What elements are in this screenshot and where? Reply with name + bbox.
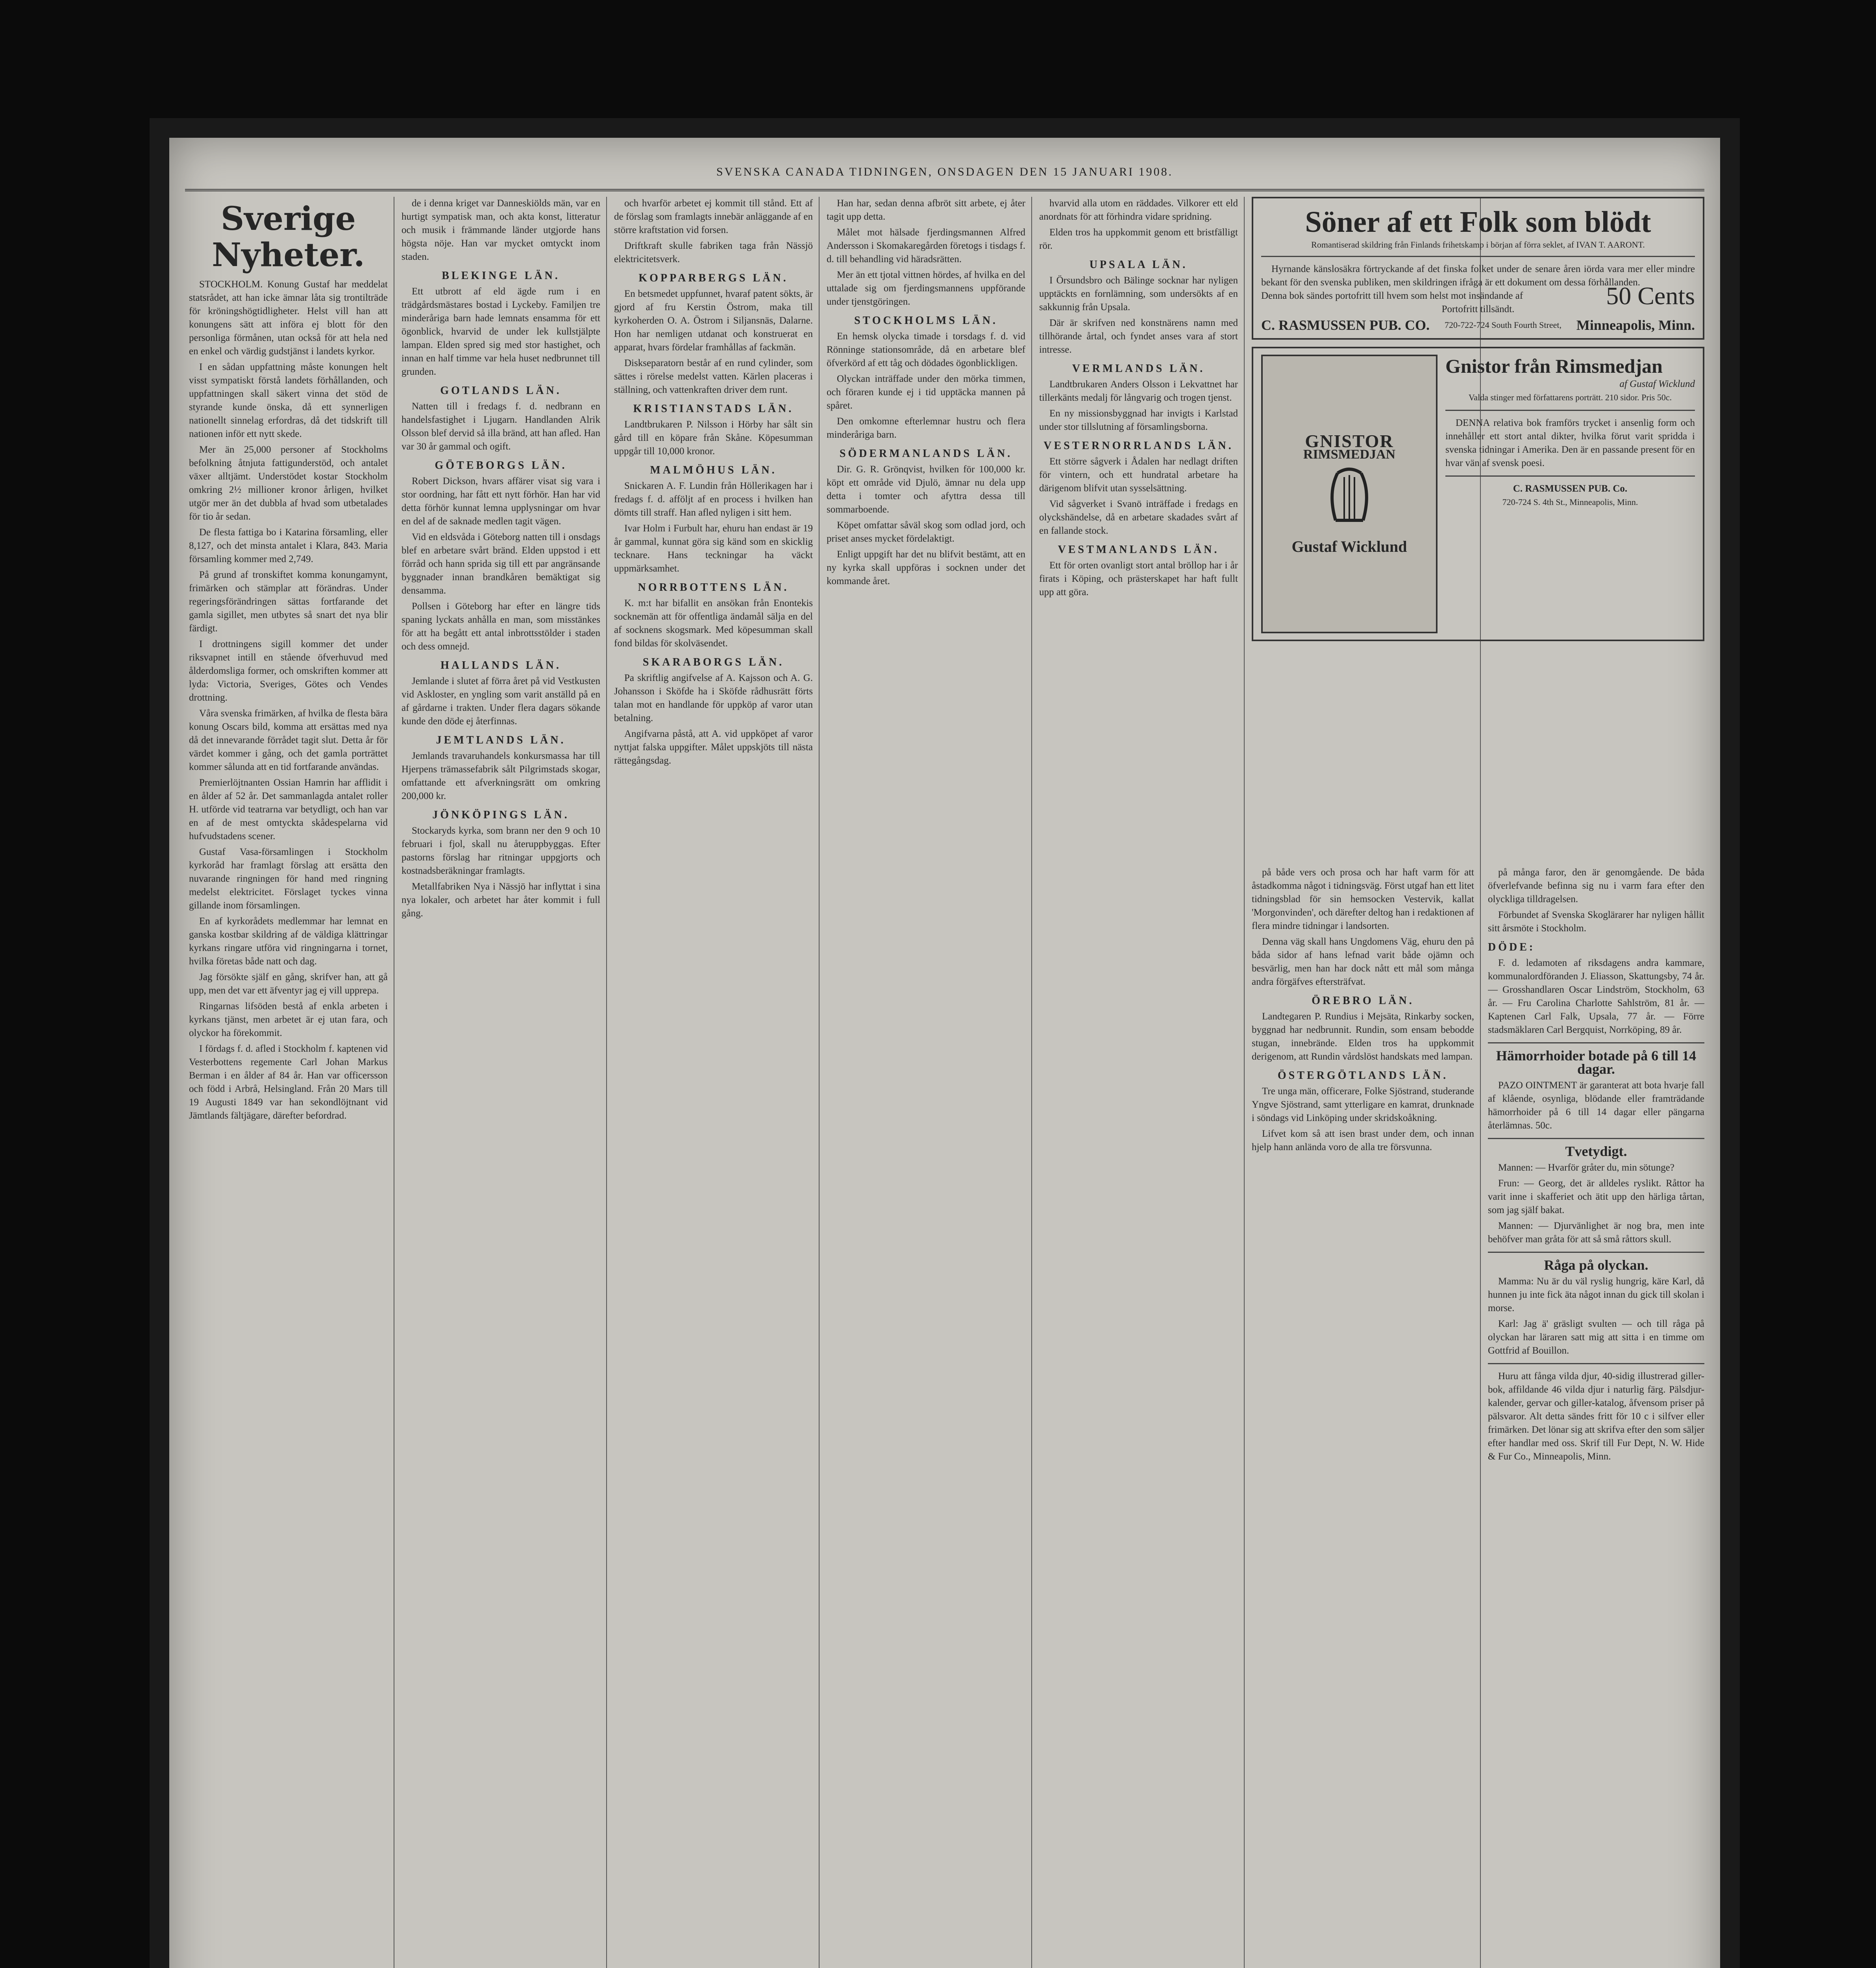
- divider: [1261, 256, 1695, 257]
- column-1: [189, 197, 388, 1968]
- paragraph: Den omkomne efterlemnar hustru och flera minderåriga barn.: [827, 416, 1025, 440]
- book-ad-gnistor: [1252, 347, 1704, 641]
- column-rule: [819, 197, 820, 1968]
- column-4: [827, 197, 1025, 1968]
- column-5: [1039, 197, 1238, 1968]
- ad-title: Söner af ett Folk som blödt: [1305, 205, 1651, 239]
- book-ad-soner: [1252, 197, 1704, 340]
- section-heading: GÖTEBORGS LÄN.: [435, 459, 567, 472]
- ad-address: 720-722-724 South Fourth Street,: [1444, 320, 1561, 330]
- paragraph: Jemlande i slutet af förra året på vid Vestkusten vid Askloster, en yngling som varit anställd på en af gårdarne i trakten. Under flera dagars sökande kunde den döde ej återfinnas.: [401, 676, 600, 727]
- paragraph: STOCKHOLM. Konung Gustaf har meddelat statsrådet, att han icke ämnar låta sig trontilträde för kröningshögtidligheter. Helst vill han att konungens sätt att införa ej blott för den personliga förmånen, utan också för att hela ned en enkel och värdig gudstjänst i landets kyrkor.: [189, 279, 388, 357]
- paragraph: och hvarför arbetet ej kommit till stånd. Ett af de förslag som framlagts innebär anläggande af en större kraftstation vid forsen.: [614, 198, 813, 235]
- column-6: [1252, 866, 1474, 1968]
- anecdote-heading: Råga på olyckan.: [1544, 1257, 1648, 1273]
- ad-heading: Hämorrhoider botade på 6 till 14 dagar.: [1496, 1048, 1697, 1077]
- paragraph: En hemsk olycka timade i torsdags f. d. vid Rönninge stationsområde, då en arbetare blef öfverkörd af ett tåg och dödades ögonblickligen.: [827, 331, 1025, 368]
- paragraph: Diskseparatorn består af en rund cylinder, som sättes i rörelse medelst vatten. Kärlen placeras i ställning, och vattenkraften driver dem runt.: [614, 358, 813, 395]
- column-7: [1488, 866, 1704, 1968]
- paragraph: Angifvarna påstå, att A. vid uppköpet af varor nyttjat falska uppgifter. Målet uppskjöts till nästa rättegångsdag.: [614, 729, 813, 766]
- paragraph: Natten till i fredags f. d. nedbrann en handelsfastighet i Ljugarn. Handlanden Alrik Olsson blef dervid så illa bränd, att han afled. Han var 30 år gammal och ogift.: [401, 401, 600, 452]
- ad-body: DENNA relativa bok framförs trycket i ansenlig form och innehåller ett stort antal dikter, hvilka förut varit spridda i svenska tidningar i Amerika. Den är en passande present för en hvar vän af svensk poesi.: [1445, 418, 1695, 468]
- section-heading: JEMTLANDS LÄN.: [436, 734, 566, 746]
- paragraph: Frun: — Georg, det är alldeles ryslikt. Råttor ha varit inne i skafferiet och ätit upp den härliga tårtan, som jag själf bakat.: [1488, 1178, 1704, 1215]
- paragraph: Premierlöjtnanten Ossian Hamrin har afflidit i en ålder af 52 år. Det sammanlagda antalet roller H. utförde vid teatrarna var betydligt, och han var en af de mest omtyckta skådespelarna vid hufvudstadens scener.: [189, 777, 388, 842]
- ad-order-text: Denna bok sändes portofritt till hvem som helst mot insändande af: [1261, 290, 1523, 301]
- column-rule: [606, 197, 607, 1968]
- paragraph: Jag försökte själf en gång, skrifver han, att gå upp, men det var ett äfventyr jag ej vill upprepa.: [189, 972, 388, 996]
- paragraph: Olyckan inträffade under den mörka timmen, och föraren kunde ej i tid upptäcka mannen på spåret.: [827, 374, 1025, 411]
- divider: [1488, 1042, 1704, 1043]
- paragraph: Han har, sedan denna afbröt sitt arbete, ej åter tagit upp detta.: [827, 198, 1025, 222]
- paragraph: Pa skriftlig angifvelse af A. Kajsson och A. G. Johansson i Sköfde ha i Sköfde rådhusrätt förts talan mot en handlande för uppköp af varor utan betalning.: [614, 673, 813, 723]
- ad-author: af Gustaf Wicklund: [1619, 379, 1695, 389]
- article-body: [1252, 1085, 1474, 1154]
- section-heading: VERMLANDS LÄN.: [1072, 363, 1205, 375]
- anecdote-heading: Tvetydigt.: [1565, 1143, 1627, 1159]
- article-body: [1252, 866, 1474, 989]
- column-rule: [1244, 197, 1245, 1968]
- paragraph: Snickaren A. F. Lundin från Höllerikagen har i fredags f. d. afföljt af en process i hvilken han dömts till straff. Han afled nyligen i sitt hem.: [614, 481, 813, 518]
- paragraph: Köpet omfattar såväl skog som odlad jord, och priset anses mycket fördelaktigt.: [827, 520, 1025, 544]
- section-heading: VESTMANLANDS LÄN.: [1058, 544, 1219, 556]
- paragraph: Elden tros ha uppkommit genom ett bristfälligt rör.: [1039, 227, 1238, 251]
- ads-block: [1252, 197, 1704, 866]
- paragraph: Våra svenska frimärken, af hvilka de flesta bära konung Oscars bild, komma att ersättas med nya då det innevarande förrådet tagit slut. Detta år för värdet kommer i gång, och det gamla porträttet kommer sålunda att en tid fortfarande användas.: [189, 708, 388, 772]
- paragraph: I Örsundsbro och Bälinge socknar har nyligen upptäckts en fornlämning, som undersökts af en sakkunnig från Upsala.: [1039, 275, 1238, 313]
- ad-company: C. RASMUSSEN PUB. Co.: [1513, 483, 1628, 494]
- paragraph: En betsmedet uppfunnet, hvaraf patent sökts, är gjord af fru Kerstin Östrom, maka till kyrkoherden O. A. Östrom i Siljansnäs, Dalarne. Hon har nemligen utdanat och konstruerat en apparat, hvars fördelar framhållas af fackmän.: [614, 289, 813, 353]
- ad-body: [1488, 1079, 1704, 1132]
- article-body: [189, 278, 388, 1123]
- paragraph: I fördags f. d. afled i Stockholm f. kaptenen vid Vesterbottens regemente Carl Johan Markus Berman i en ålder af 84 år. Han var officersson och född i Arbrå, Helsingland. Från 20 Mars till 19 Augusti 1849 var han sekondlöjtnant vid Jämtlands fältjägare, därefter befordrad.: [189, 1043, 388, 1121]
- paragraph: Landtbrukaren Anders Olsson i Lekvattnet har tillerkänts medalj för långvarig och trogen tjenst.: [1039, 379, 1238, 403]
- section-heading: SKARABORGS LÄN.: [642, 656, 784, 668]
- paragraph: Ringarnas lifsöden bestå af enkla arbeten i kyrkans tjänst, men arbetet är ej utan fara, och olyckor ha förekommit.: [189, 1001, 388, 1038]
- paragraph: Mer än 25,000 personer af Stockholms befolkning åtnjuta fattigunderstöd, och antalet växer alltjämt. Understödet kostar Stockholm omkring 2½ millioner kronor årligen, hvilket utgör mer än det dubbla af hvad som utbetalades för tio år sedan.: [189, 444, 388, 522]
- ad-price: Valda stinger med författarens porträtt. 210 sidor. Pris 50c.: [1468, 392, 1672, 402]
- divider: [1445, 475, 1695, 477]
- paragraph: Tre unga män, officerare, Folke Sjöstrand, studerande Yngve Sjöstrand, samt ytterligare en kamrat, drunknade i söndags vid Linköping under skridskoåkning.: [1252, 1086, 1474, 1123]
- section-heading: ÖREBRO LÄN.: [1312, 995, 1414, 1007]
- paragraph: Mannen: — Djurvänlighet är nog bra, men inte behöfver man gråta för att så små råttors skull.: [1488, 1221, 1704, 1245]
- article-body: [1488, 866, 1704, 935]
- paragraph: de i denna kriget var Danneskiölds män, var en hurtigt sympatisk man, och akta konst, litteratur och musik i främmande länder utgjorde hans högsta nöje. Han var mycket omtyckt inom staden.: [401, 198, 600, 262]
- section-heading: BLEKINGE LÄN.: [442, 270, 560, 282]
- section-heading: GOTLANDS LÄN.: [440, 385, 562, 397]
- paragraph: Driftkraft skulle fabriken taga från Nässjö elektricitetsverk.: [614, 240, 813, 264]
- section-heading: MALMÖHUS LÄN.: [650, 464, 777, 476]
- paragraph: Ivar Holm i Furbult har, ehuru han endast är 19 år gammal, kunnat göra sig känd som en skicklig tecknare. Hans teckningar ha väckt uppmärksamhet.: [614, 523, 813, 574]
- paragraph: Ett utbrott af eld ägde rum i en trädgårdsmästares bostad i Lyckeby. Familjen tre minderåriga barn hade lemnats ensamma för ett ögonblick, hvarvid de under lek kullstjälpte lampan. Elden spred sig med stor hastighet, och innan en half timme var hela huset nedbrunnet till grunden.: [401, 286, 600, 377]
- paragraph: Vid en eldsvåda i Göteborg natten till i onsdags blef en arbetare svårt bränd. Elden uppstod i ett förråd och hann sprida sig till ett par angränsande byggnader innan brandkåren bemäktigat sig densamma.: [401, 532, 600, 596]
- paragraph: En ny missionsbyggnad har invigts i Karlstad under stor tillslutning af församlingsborna.: [1039, 408, 1238, 432]
- section-heading: NORRBOTTENS LÄN.: [638, 581, 789, 594]
- divider: [1488, 1363, 1704, 1364]
- ad-byline: Romantiserad skildring från Finlands frihetskamp i början af förra seklet, af IVAN T. AARONT.: [1311, 240, 1645, 250]
- paragraph: Mamma: Nu är du väl ryslig hungrig, käre Karl, då hunnen ju inte fick äta något innan du gick till skolan i morse.: [1488, 1276, 1704, 1313]
- paragraph: Landtegaren P. Rundius i Mejsäta, Rinkarby socken, byggnad har nedbrunnit. Rundin, som ensam bebodde stugan, innebrände. Elden tros ha uppkommit derigenom, att Rundin vårdslöst handskats med lampan.: [1252, 1011, 1474, 1062]
- ad-body: Hyrnande känslosäkra förtryckande af det finska folket under de senare åren iörda vara mer eller mindre bekant för den svenska publiken, men skildringen ifråga är ett dokument om dessa förhållanden.: [1261, 264, 1695, 288]
- cover-title-line2: RIMSMEDJAN: [1303, 447, 1396, 462]
- lyre-icon: [1320, 461, 1379, 528]
- paragraph: Landtbrukaren P. Nilsson i Hörby har sålt sin gård till en köpare från Skåne. Köpesumman uppgår till 10,000 kronor.: [614, 419, 813, 457]
- paragraph: Målet mot hälsade fjerdingsmannen Alfred Andersson i Skomakaregården företogs i tisdags f. d. till behandling vid häradsrätten.: [827, 227, 1025, 264]
- ad-company: C. RASMUSSEN PUB. CO.: [1261, 317, 1430, 333]
- paragraph: Robert Dickson, hvars affärer visat sig vara i stor oordning, har fått ett nytt förhör. Han har vid detta förhör kunnat lemna upplysningar om hvar en del af de saknade medlen tagit vägen.: [401, 476, 600, 527]
- ad-body: [1488, 1370, 1704, 1463]
- paragraph: Mer än ett tjotal vittnen hördes, af hvilka en del uttalade sig om fjerdingsmannens uppförande under tjenstgöringen.: [827, 270, 1025, 307]
- paragraph: Stockaryds kyrka, som brann ner den 9 och 10 februari i fjol, skall nu återuppbyggas. Efter pastorns förslag har ritningar uppgjorts och kostnadsberäkningar framlagts.: [401, 825, 600, 876]
- ad-address: 720-724 S. 4th St., Minneapolis, Minn.: [1502, 497, 1638, 507]
- paragraph: En af kyrkorådets medlemmar har lemnat en ganska kostbar skildring af de väldiga klättringar kyrkans ringare utföra vid ringningarna i tornet, hvilka företas både natt och dag.: [189, 916, 388, 967]
- paragraph: K. m:t har bifallit en ansökan från Enontekis socknemän att för offentliga ändamål sälja en del af socknens skogsmark. Med köpesumman skall fond bildas för skolväsendet.: [614, 598, 813, 649]
- section-heading: STOCKHOLMS LÄN.: [854, 314, 998, 327]
- paragraph: F. d. ledamoten af riksdagens andra kammare, kommunalordföranden J. Eliasson, Skattungsby, 74 år. — Grosshandlaren Oscar Lindström, Stockholm, 63 år. — Fru Carolina Charlotte Sahlström, 81 år. — Kaptenen Carl Falk, Upsala, 77 år. — Förre stadsmäklaren Carl Bergquist, Norrköping, 89 år.: [1488, 958, 1704, 1035]
- section-heading: UPSALA LÄN.: [1089, 259, 1188, 271]
- section-headline: Sverige Nyheter.: [212, 200, 365, 274]
- section-heading: DÖDE:: [1488, 941, 1536, 953]
- ad-city: Minneapolis, Minn.: [1576, 317, 1695, 333]
- ad-price: 50 Cents: [1606, 282, 1695, 310]
- anecdote-body: [1488, 1275, 1704, 1358]
- divider: [1488, 1138, 1704, 1139]
- paragraph: De flesta fattiga bo i Katarina församling, eller 8,127, och det minsta antalet i Klara, 843. Maria församling kommer med 2,749.: [189, 527, 388, 564]
- paragraph: På grund af tronskiftet komma konungamynt, frimärken och stämplar att förändras. Under regeringsförändringen sättas fortfarande det gamla sigillet, men utbytes så snart det nya blir färdigt.: [189, 570, 388, 634]
- divider: [1488, 1252, 1704, 1253]
- column-2: [401, 197, 600, 1968]
- paragraph: PAZO OINTMENT är garanterat att bota hvarje fall af klående, osynliga, blödande eller framträdande hämorrhoider på 6 till 14 dagar eller pängarna återlämnas. 50c.: [1488, 1080, 1704, 1131]
- paragraph: I drottningens sigill kommer det under riksvapnet intill en stående öfverhuvud med ålderdomsliga former, och omskriften kommer att lyda: Victoria, Sveriges, Götes och Vendes drottning.: [189, 639, 388, 703]
- paragraph: Pollsen i Göteborg har efter en längre tids spaning lyckats anhålla en man, som misstänkes för att ha begått ett antal inbrottsstölder i staden och dess omnejd.: [401, 601, 600, 652]
- paragraph: Metallfabriken Nya i Nässjö har inflyttat i sina nya lokaler, och arbetet har åter kommit i full gång.: [401, 881, 600, 919]
- ad-note: Portofritt tillsändt.: [1441, 304, 1515, 314]
- section-heading: KOPPARBERGS LÄN.: [638, 272, 788, 284]
- paragraph: Jemlands travaruhandels konkursmassa har till Hjerpens trämassefabrik sålt Pilgrimstads skogar, omfattande ett afverkningsrätt om omkring 200,000 kr.: [401, 751, 600, 801]
- ad-title: Gnistor från Rimsmedjan: [1445, 355, 1663, 377]
- section-heading: ÖSTERGÖTLANDS LÄN.: [1277, 1069, 1449, 1082]
- masthead: SVENSKA CANADA TIDNINGEN, ONSDAGEN DEN 15 JANUARI 1908.: [716, 165, 1173, 178]
- article-body: [1252, 1010, 1474, 1064]
- paragraph: Förbundet af Svenska Skoglärarer har nyligen hållit sitt årsmöte i Stockholm.: [1488, 910, 1704, 934]
- paragraph: Lifvet kom så att isen brast under dem, och innan hjelp hann anlända voro de alla tre försvunna.: [1252, 1128, 1474, 1152]
- anecdote-body: [1488, 1161, 1704, 1246]
- paragraph: Ett för orten ovanligt stort antal bröllop har i år firats i Köping, och prästerskapet har haft fullt upp att göra.: [1039, 560, 1238, 597]
- masthead-rule: [185, 189, 1704, 191]
- section-heading: HALLANDS LÄN.: [440, 659, 561, 671]
- paragraph: Där är skrifven ned konstnärens namn med tillhörande årtal, och fyndet anses vara af stort intresse.: [1039, 318, 1238, 355]
- paragraph: hvarvid alla utom en räddades. Vilkorer ett eld anordnats för att förhindra vidare spridning.: [1039, 198, 1238, 222]
- newspaper-page: [169, 138, 1720, 1968]
- paragraph: Dir. G. R. Grönqvist, hvilken för 100,000 kr. köpt ett område vid Djulö, ämnar nu dela upp detta i tomter och afyttra dessa till sommarboende.: [827, 464, 1025, 515]
- column-rule: [1031, 197, 1032, 1968]
- section-heading: SÖDERMANLANDS LÄN.: [839, 448, 1013, 460]
- cover-title-line1: GNISTOR: [1305, 431, 1394, 451]
- section-heading: KRISTIANSTADS LÄN.: [633, 403, 794, 415]
- paragraph: Ett större sågverk i Ådalen har nedlagt driften för vintern, och ett hundratal arbetare ha därigenom blifvit utan sysselsättning.: [1039, 456, 1238, 494]
- paragraph: på många faror, den är genomgående. De båda öfverlefvande befinna sig nu i varm fara efter den olyckliga tilldragelsen.: [1488, 867, 1704, 904]
- paragraph: Huru att fånga vilda djur, 40-sidig illustrerad giller-bok, affildande 46 vilda djur i naturlig färg. Pälsdjur-kalender, gervar och giller-katalog, åfvensom priser på pälsvaror. Alt detta sändes fritt för 10 c i silfver eller frimärken. Det lönar sig att skrifva efter den som säljer efter handlar med oss. Skrif till Fur Dept, N. W. Hide & Fur Co., Minneapolis, Minn.: [1488, 1371, 1704, 1462]
- paragraph: Gustaf Vasa-församlingen i Stockholm kyrkoråd har framlagt förslag att ersätta den nuvarande ringningen för hand med ringning medelst elektricitet. Förslaget tyckes vinna gillande inom församlingen.: [189, 847, 388, 911]
- section-heading: VESTERNORRLANDS LÄN.: [1043, 440, 1234, 452]
- paragraph: I en sådan uppfattning måste konungen helt visst sympatiskt förstå landets förhållanden, och uppfattningen skall säkert vinna det stöd de styrande kunde önska, då ett synnerligen nationellt sinnelag erfordras, då det tidskrift till nationen inför ett nytt skede.: [189, 362, 388, 439]
- divider: [1445, 410, 1695, 411]
- section-heading: JÖNKÖPINGS LÄN.: [432, 809, 570, 821]
- paragraph: Karl: Jag ä' gräsligt svulten — och till råga på olyckan har läraren satt mig att sitta i en timme om Gottfrid af Bouillon.: [1488, 1319, 1704, 1356]
- paragraph: Enligt uppgift har det nu blifvit bestämt, att en ny kyrka skall uppföras i socknen under det kommande året.: [827, 549, 1025, 586]
- gnistor-text: [1445, 355, 1695, 633]
- book-cover-image: [1261, 355, 1438, 633]
- paragraph: Denna väg skall hans Ungdomens Väg, ehuru den på båda sidor af hans lefnad varit både ojämn och besvärlig, men han har dock nått ett mål som många andra förgäfves eftersträfvat.: [1252, 936, 1474, 987]
- cover-author: Gustaf Wicklund: [1291, 538, 1407, 555]
- article-body: [1488, 956, 1704, 1037]
- paragraph: Vid sågverket i Svanö inträffade i fredags en olyckshändelse, då en arbetare skadades svårt af en fallande stock.: [1039, 499, 1238, 536]
- column-3: [614, 197, 813, 1968]
- paragraph: på både vers och prosa och har haft varm för att åstadkomma något i tidningsväg. Först utgaf han ett litet tidningsblad för sin hemsocken Vestervik, kallat 'Morgonvinden', och därefter deltog han i redaktionen af flera mindre tidningar i landsorten.: [1252, 867, 1474, 931]
- paragraph: Mannen: — Hvarför gråter du, min sötunge?: [1498, 1162, 1674, 1173]
